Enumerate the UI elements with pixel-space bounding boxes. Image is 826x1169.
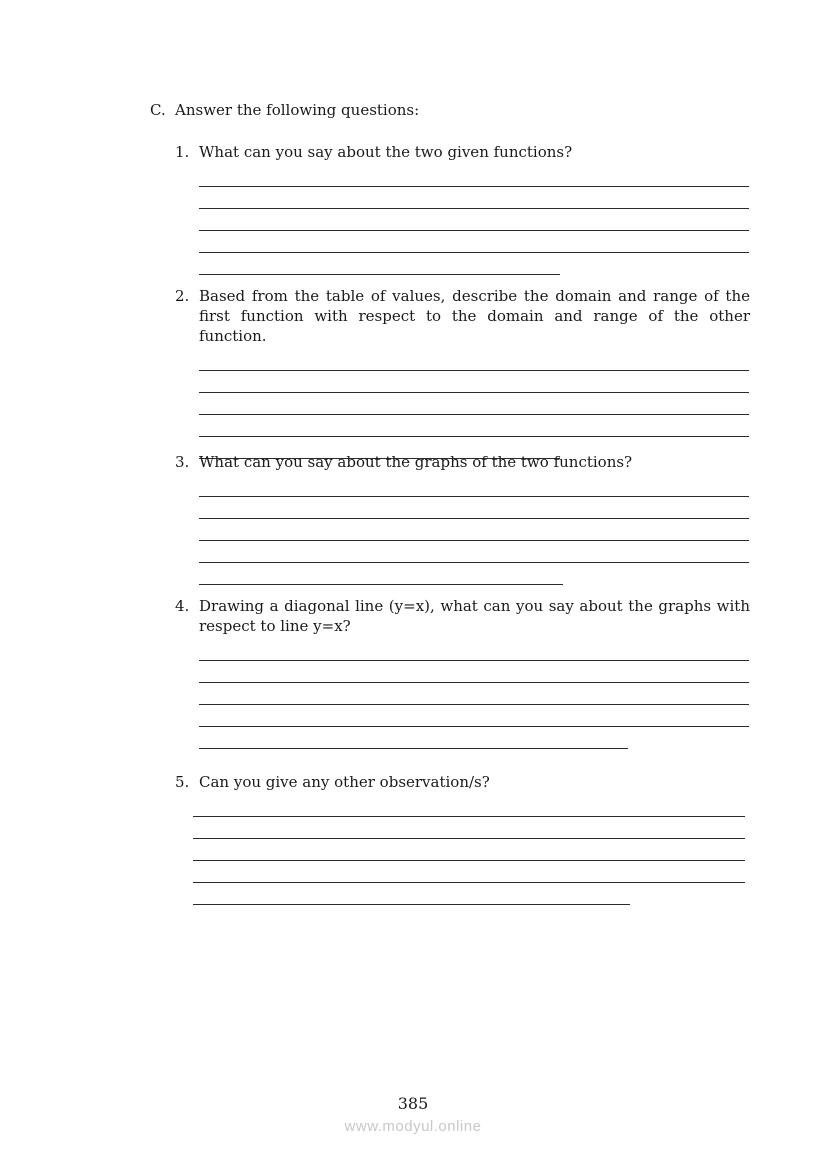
section-label: C. bbox=[150, 101, 166, 119]
answer-blanks bbox=[199, 349, 749, 459]
question-number: 5. bbox=[175, 773, 190, 791]
question-2 bbox=[175, 286, 750, 459]
answer-line bbox=[199, 475, 749, 497]
answer-line bbox=[199, 683, 749, 705]
answer-line bbox=[199, 705, 749, 727]
answer-line bbox=[199, 371, 749, 393]
question-text: Can you give any other observation/s? bbox=[199, 773, 490, 791]
answer-line bbox=[199, 639, 749, 661]
answer-line bbox=[193, 839, 745, 861]
question-2-row bbox=[175, 286, 750, 346]
answer-line bbox=[199, 253, 560, 275]
question-5-row bbox=[175, 772, 750, 792]
answer-blanks bbox=[199, 475, 749, 585]
answer-line bbox=[193, 861, 745, 883]
answer-line bbox=[199, 541, 749, 563]
question-4-row bbox=[175, 596, 750, 636]
answer-line bbox=[199, 165, 749, 187]
question-number: 1. bbox=[175, 143, 190, 161]
watermark-text: www.modyul.online bbox=[344, 1118, 482, 1135]
answer-line bbox=[193, 817, 745, 839]
question-4 bbox=[175, 596, 750, 749]
question-1 bbox=[175, 142, 750, 275]
question-5 bbox=[175, 772, 750, 905]
answer-line bbox=[193, 795, 745, 817]
question-number: 2. bbox=[175, 287, 190, 305]
answer-line bbox=[199, 661, 749, 683]
answer-line bbox=[199, 727, 628, 749]
answer-blanks bbox=[193, 795, 745, 905]
page-number: 385 bbox=[397, 1094, 429, 1113]
question-text: What can you say about the two given functions? bbox=[199, 143, 573, 161]
question-number: 4. bbox=[175, 597, 190, 615]
answer-line bbox=[199, 563, 563, 585]
answer-blanks bbox=[199, 639, 749, 749]
answer-line bbox=[199, 415, 749, 437]
question-3 bbox=[175, 452, 750, 585]
answer-line bbox=[199, 519, 749, 541]
question-text: Based from the table of values, describe the domain and range of the first function with respect to the domain and range of the other function. bbox=[199, 287, 750, 345]
question-text: Drawing a diagonal line (y=x), what can you say about the graphs with respect to line y=x? bbox=[199, 597, 750, 635]
section-header bbox=[150, 100, 750, 120]
question-1-row bbox=[175, 142, 750, 162]
answer-line bbox=[199, 393, 749, 415]
answer-line bbox=[193, 883, 630, 905]
question-number: 3. bbox=[175, 453, 190, 471]
answer-line bbox=[199, 349, 749, 371]
page-content bbox=[150, 100, 750, 791]
answer-blanks bbox=[199, 165, 749, 275]
question-text: What can you say about the graphs of the two functions? bbox=[199, 453, 633, 471]
answer-line bbox=[199, 231, 749, 253]
answer-line bbox=[199, 187, 749, 209]
question-3-row bbox=[175, 452, 750, 472]
section-title: Answer the following questions: bbox=[175, 101, 420, 119]
answer-line bbox=[199, 209, 749, 231]
answer-line bbox=[199, 497, 749, 519]
